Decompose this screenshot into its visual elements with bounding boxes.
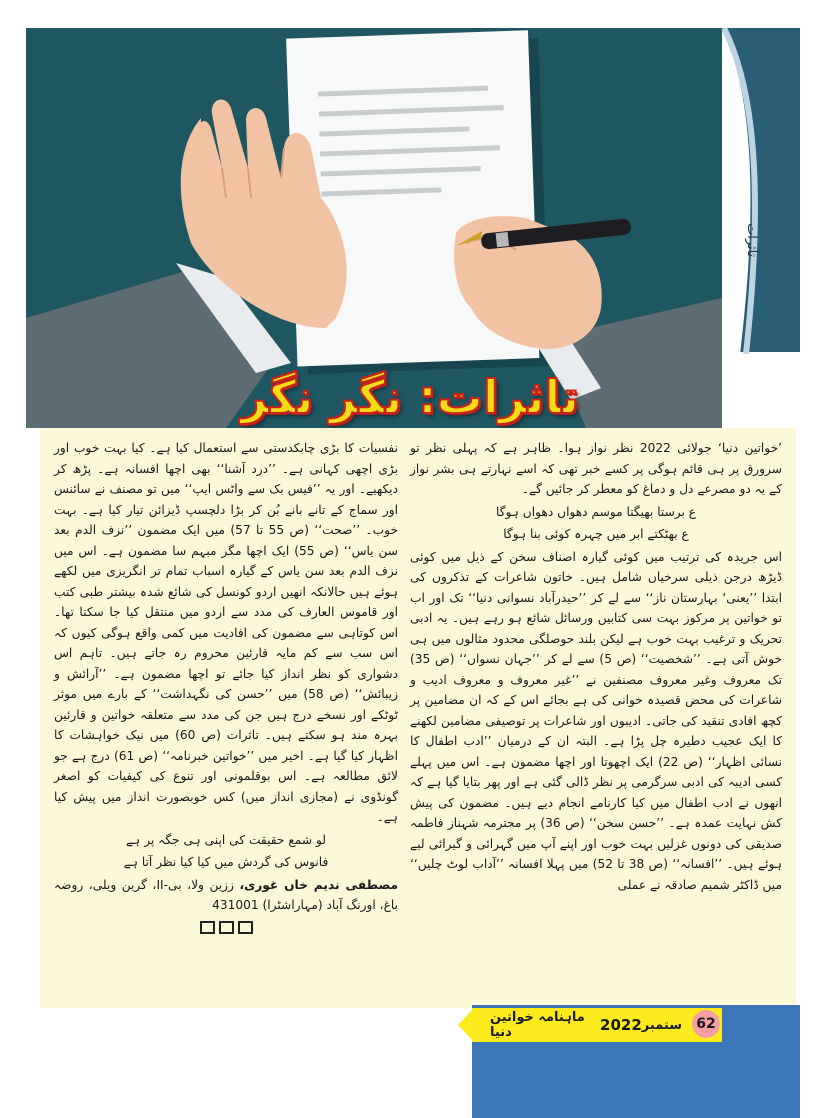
end-box-icon: [238, 921, 253, 934]
right-column: [410, 438, 782, 895]
verse-line: لو شمع حقیقت کی اپنی ہی جگہ پر ہے: [126, 832, 326, 847]
verse-line: ع بھٹکتے ابر میں چہرہ کوئی بنا ہوگا: [503, 527, 689, 541]
paragraph: اس جریدہ کی ترتیب میں کوئی گیارہ اصناف سخن کے ذیل میں کوئی ڈیڑھ درجن ذیلی سرخیاں شامل ہیں۔ خاتون شاعرات کے تذکروں کی ابتدا ’’یعنی‘ بہارستان ناز‘‘ سے لے کر ’’حیدرآباد نسوانی دنیا‘‘ تک اور اب تو خواتین پر مرکوز بہت سی کتابیں ورسائل شائع ہو رہے ہیں۔ یہ ادبی تحریک و ترغیب بہت خوب ہے لیکن بلند حوصلگی محدود مثالوں میں ہی خوش آتی ہے۔ ’’شخصیت‘‘ (ص 5) سے لے کر ’’جہان نسواں‘‘ (ص 35) تک معروف وغیر معروف مصنفین نے ’’غیر معروف و معروف ادیب و شاعرات کی محض قصیدہ خوانی کی ہے بجائے اس کے کہ ان مضامین پر کچھ افادی تنقید کی جاتی۔ ادیبوں اور شاعرات پر توصیفی مضامین لکھنے کا ایک عجیب دطیرہ چل پڑا ہے۔ البتہ ان کے درمیان ’’ادب اطفال کا نسائی اظہار‘‘ (ص 22) ایک اچھوتا اور اچھا مضمون ہے۔ اس میں پہلے کسی ادیبہ کی ادبی سرگرمی پر نظر ڈالی گئی ہے اور پھر بتایا گیا ہے کہ انھوں نے ادب اطفال میں کیا کارنامے انجام دیے ہیں۔ مضمون کی پیش کش نہایت عمدہ ہے۔ ’’حسن سخن‘‘ (ص 36) پر محترمہ شہناز فاطمہ صدیقی کی دونوں غزلیں بہت خوب اور اپنے آپ میں گہرائی و گیرائی لیے ہوئے ہیں۔ ’’افسانہ‘‘ (ص 38 تا 52) میں پہلا افسانہ ’’آداب لوٹ چلیں‘‘ میں ڈاکٹر شمیم صادقہ نے عملی: [410, 549, 783, 892]
end-marks: [54, 920, 398, 941]
article-body: [40, 428, 796, 1008]
footer-year: 2022: [600, 1016, 642, 1034]
end-box-icon: [200, 921, 215, 934]
paragraph: ’خواتین دنیا‘ جولائی 2022 نظر نواز ہوا۔ ظاہر ہے کہ پہلی نظر تو سرورق پر ہی قائم ہوگی پر کسے خبر تھی کہ اسے نہارتے ہی بشر نواز کے یہ دو مصرعے دل و دماغ کو معطر کر جائیں گے۔: [410, 441, 782, 496]
left-column: [54, 438, 398, 940]
signature: [54, 875, 398, 916]
end-box-icon: [219, 921, 234, 934]
page-title: تاثرات: نگر نگر: [240, 370, 580, 424]
page-number: 62: [692, 1010, 720, 1038]
author-address: ززین ولا، بی-II، گرین ویلی، روضہ باغ، اورنگ آباد (مہاراشٹرا) 431001: [54, 877, 398, 912]
paragraph: نفسیات کا بڑی چابکدستی سے استعمال کیا ہے۔ کیا بہت خوب اور بڑی اچھی کہانی ہے۔ ’’درد آشنا‘‘ بھی اچھا افسانہ ہے۔ پڑھ کر دیکھیے۔ اور یہ ’’فیس بک سے واٹس ایپ‘‘ میں تو مصنف نے سائنس اور سماج کے تانے بانے بُن کر بڑا دلچسپ ڈیزائن تیار کیا ہے۔ بہت خوب۔ ’’صحت‘‘ (ص 55 تا 57) میں ایک مضمون ’’نزف الدم بعد سن یاس‘‘ (ص 55) ایک اچھا مگر مبہم سا مضمون ہے۔ اس میں نزف الدم بعد سن یاس کے گیارہ اسباب تمام تر انگریزی میں لکھے ہوئے ہیں حالانکہ انھیں اردو کونسل کی شائع شدہ بیشتر طبی کتب اور قاموس العارف کی مدد سے اردو میں منتقل کیا جا سکتا تھا۔ اس کوتاہی سے مضمون کی افادیت میں کمی واقع ہوگی کیوں کہ اس سب سے کم مایہ قارئین محروم رہ جاتے ہیں۔ تاہم اس دشواری کو نظر انداز کیا جائے تو اچھا مضمون ہے۔ ’’آرائش و زیبائش‘‘ (ص 58) میں ’’حسن کی نگہداشت‘‘ کے بارے میں موثر ٹوٹکے اور نسخے درج ہیں جن کی مدد سے متعلقہ خواتین و قارئین بہرہ مند ہو سکتے ہیں۔ تاثرات (ص 60) میں نیک خواہشات کا اظہار کیا گیا ہے۔ اخیر میں ’’خواتین خبرنامہ‘‘ (ص 61) درج ہے جو لائق مطالعہ ہے۔ اس بوقلمونی اور تنوع کی کیفیات کو اصغر گونڈوی نے (مجازی انداز میں) کس خوبصورت انداز میں پیش کیا ہے۔: [54, 441, 398, 824]
verse-line: ع برستا بھیگتا موسم دھواں دھواں ہوگا: [495, 504, 697, 519]
section-label: تاثرات: [744, 222, 759, 258]
author-name: مصطفی ندیم خاں غوری،: [239, 877, 398, 892]
footer-magazine-name: ماہنامہ خواتین دنیا: [490, 1010, 585, 1040]
footer-strip: [472, 1008, 722, 1042]
footer-month: ستمبر: [641, 1017, 682, 1033]
side-banner-curve: [720, 28, 802, 354]
verse-line: فانوس کی گردش میں کیا کیا نظر آتا ہے: [123, 855, 329, 869]
